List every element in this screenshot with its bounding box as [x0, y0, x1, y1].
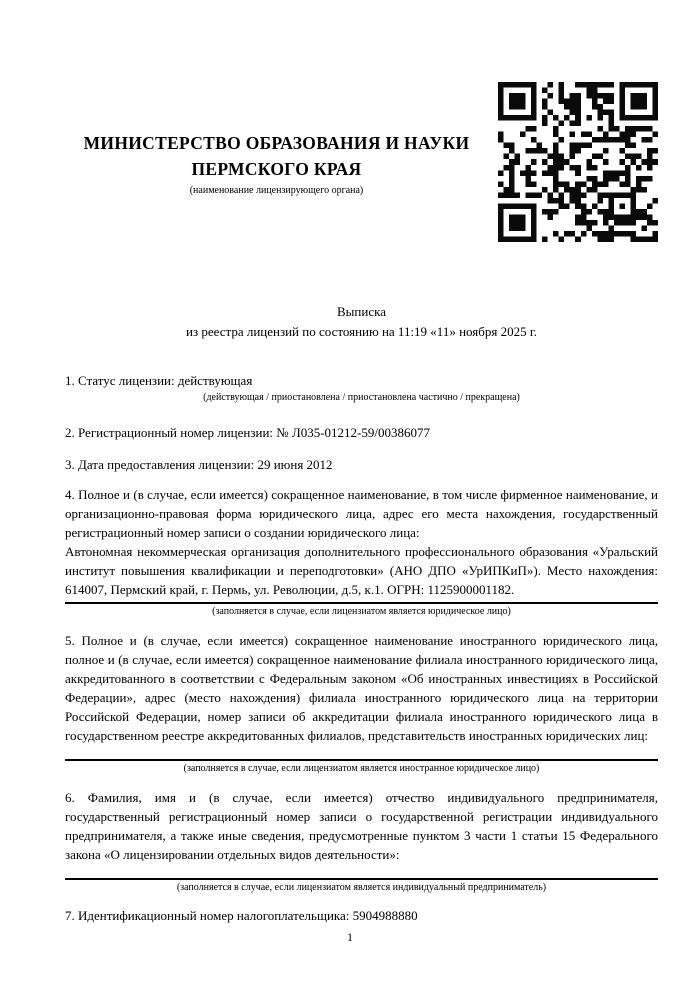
list-item-license-status: [65, 371, 658, 404]
license-status-text: 1. Статус лицензии: действующая: [65, 373, 253, 388]
list-item-license-date: [65, 455, 658, 474]
legal-entity-label: 4. Полное и (в случае, если имеется) сокращенное наименование, в том числе фирменное наименование, и организационно-правовая форма юридического лица, адрес его места нахождения, государственный регистрационный номер записи о создании юридического лица:: [65, 487, 658, 540]
document-header: [65, 82, 658, 242]
ministry-name-line1: МИНИСТЕРСТВО ОБРАЗОВАНИЯ И НАУКИ: [83, 133, 470, 153]
legal-entity-caption: (заполняется в случае, если лицензиатом является юридическое лицо): [212, 606, 511, 617]
list-item-registration-number: [65, 423, 658, 442]
registration-number-text: 2. Регистрационный номер лицензии: № Л035-01212-59/00386077: [65, 425, 431, 440]
ministry-caption: (наименование лицензирующего органа): [189, 185, 364, 196]
individual-entrepreneur-caption: (заполняется в случае, если лицензиатом является индивидуальный предприниматель): [176, 882, 547, 893]
list-item-individual-entrepreneur: [65, 788, 658, 894]
page-number: 1: [347, 930, 353, 944]
separator-line-foreign-entity: [65, 759, 658, 761]
document-title: [65, 302, 658, 342]
list-item-taxpayer-number: [65, 906, 658, 925]
separator-line-legal-entity: [65, 602, 658, 604]
list-item-legal-entity: [65, 485, 658, 618]
licensing-authority: [65, 82, 498, 196]
list-item-foreign-entity: [65, 631, 658, 775]
taxpayer-number-text: 7. Идентификационный номер налогоплательщика: 5904988880: [65, 908, 418, 923]
qr-code-icon: [498, 82, 658, 242]
ministry-name-line2: ПЕРМСКОГО КРАЯ: [191, 159, 362, 179]
document-title-line2: из реестра лицензий по состоянию на 11:19 «11» ноября 2025 г.: [186, 324, 537, 339]
license-date-text: 3. Дата предоставления лицензии: 29 июня 2012: [65, 457, 333, 472]
legal-entity-value: Автономная некоммерческая организация дополнительного профессионального образования «Уральский институт повышения квалификации и переподготовки» (АНО ДПО «УрИПКиП»). Место нахождения: 614007, Пермский край, г. Пермь, ул. Революции, д.5, к.1. ОГРН: 1125900001182.: [65, 544, 658, 597]
separator-line-individual-entrepreneur: [65, 878, 658, 880]
individual-entrepreneur-label: 6. Фамилия, имя и (в случае, если имеется) отчество индивидуального предпринимателя, государственный регистрационный номер записи о государственной регистрации индивидуального предпринимателя, а также иные сведения, предусмотренные пунктом 3 части 1 статьи 15 Федерального закона «О лицензировании отдельных видов деятельности»:: [65, 790, 658, 862]
license-status-options-caption: (действующая / приостановлена / приостановлена частично / прекращена): [203, 392, 520, 403]
document-title-line1: Выписка: [337, 304, 386, 319]
foreign-entity-caption: (заполняется в случае, если лицензиатом является иностранное юридическое лицо): [183, 763, 540, 774]
foreign-entity-label: 5. Полное и (в случае, если имеется) сокращенное наименование иностранного юридического лица, полное и (в случае, если имеется) сокращенное наименование филиала иностранного юридического лица, аккредитованного в соответствии с Федеральным законом «Об иностранных инвестициях в Российской Федерации», адрес (место нахождения) филиала иностранного юридического лица на территории Российской Федерации, номер записи об аккредитации филиала иностранного юридического лица в государственном реестре аккредитованных филиалов, представительств иностранных юридических лиц:: [65, 633, 658, 743]
